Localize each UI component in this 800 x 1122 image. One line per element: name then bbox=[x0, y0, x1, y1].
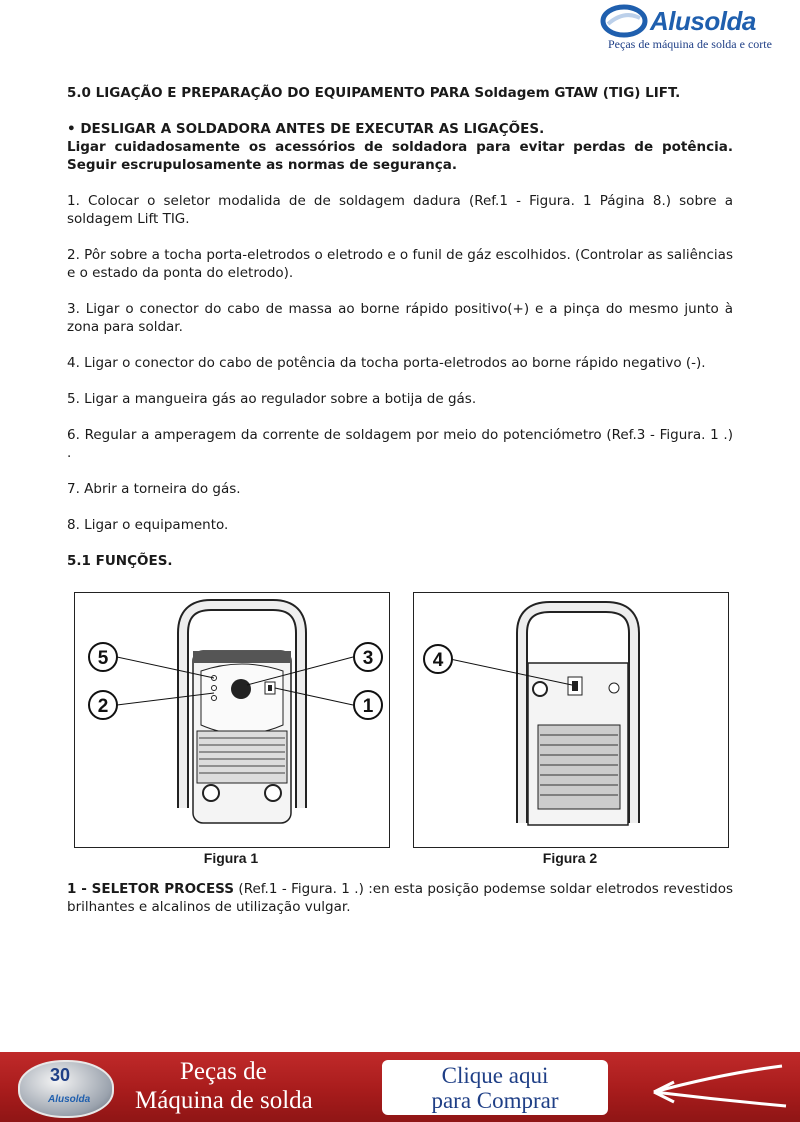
callout-2 bbox=[89, 691, 117, 719]
step-7: 7. Abrir a torneira do gás. bbox=[67, 481, 241, 497]
badge-brand: Alusolda bbox=[48, 1094, 91, 1105]
anniversary-badge bbox=[18, 1060, 114, 1118]
footer-banner[interactable] bbox=[0, 1052, 800, 1122]
svg-text:4: 4 bbox=[432, 650, 444, 671]
warning-text: Ligar cuidadosamente os acessórios de soldadora para evitar perdas de potência. Seguir escrupulosamente as normas de segurança. bbox=[67, 139, 733, 173]
svg-text:1: 1 bbox=[362, 696, 374, 717]
document-body bbox=[67, 84, 733, 570]
step-8: 8. Ligar o equipamento. bbox=[67, 517, 229, 533]
step-1: 1. Colocar o seletor modalida de de soldagem dadura (Ref.1 - Figura. 1 Página 8.) sobre a soldagem Lift TIG. bbox=[67, 193, 733, 227]
step-2: 2. Pôr sobre a tocha porta-eletrodos o eletrodo e o funil de gáz escolhidos. (Controlar as saliências e o estado da ponta do eletrodo). bbox=[67, 247, 733, 281]
logo-tagline: Peças de máquina de solda e corte bbox=[608, 37, 772, 51]
callout-3 bbox=[354, 643, 382, 671]
figure-2-caption: Figura 2 bbox=[542, 850, 598, 866]
function-description bbox=[67, 880, 733, 916]
section-title: 5.0 LIGAÇÃO E PREPARAÇÃO DO EQUIPAMENTO PARA Soldagem GTAW (TIG) LIFT. bbox=[67, 85, 681, 101]
step-4: 4. Ligar o conector do cabo de potência da tocha porta-eletrodos ao borne rápido negativo (-). bbox=[67, 355, 706, 371]
buy-button-line-1: Clique aqui bbox=[441, 1063, 549, 1088]
figure-1 bbox=[74, 592, 390, 848]
callout-4 bbox=[424, 645, 452, 673]
logo-swirl-icon bbox=[600, 4, 648, 38]
buy-button[interactable] bbox=[382, 1060, 608, 1115]
function-text: (Ref.1 - Figura. 1 .) :en esta posição podemse soldar eletrodos revestidos brilhantes e alcalinos de utilização vulgar. bbox=[67, 881, 734, 915]
svg-text:3: 3 bbox=[362, 648, 374, 669]
step-6: 6. Regular a amperagem da corrente de soldagem por meio do potenciómetro (Ref.3 - Figura. 1 .) . bbox=[67, 427, 733, 461]
logo-brand: Alusolda bbox=[650, 6, 756, 36]
subsection-title: 5.1 FUNÇÕES. bbox=[67, 553, 173, 569]
figure-2 bbox=[413, 592, 729, 848]
svg-text:5: 5 bbox=[97, 648, 109, 669]
banner-line-2: Máquina de solda bbox=[135, 1087, 313, 1114]
callout-5 bbox=[89, 643, 117, 671]
alusolda-logo bbox=[600, 4, 796, 56]
buy-button-line-2: para Comprar bbox=[431, 1088, 559, 1113]
welder-back-drawing bbox=[414, 593, 728, 847]
svg-text:2: 2 bbox=[97, 696, 109, 717]
welder-front-drawing bbox=[75, 593, 389, 847]
step-3: 3. Ligar o conector do cabo de massa ao borne rápido positivo(+) e a pinça do mesmo junto à zona para soldar. bbox=[67, 301, 733, 335]
step-5: 5. Ligar a mangueira gás ao regulador sobre a botija de gás. bbox=[67, 391, 477, 407]
callout-1 bbox=[354, 691, 382, 719]
warning-title: • DESLIGAR A SOLDADORA ANTES DE EXECUTAR AS LIGAÇÕES. bbox=[67, 121, 545, 137]
banner-line-1: Peças de bbox=[180, 1058, 267, 1085]
figure-1-caption: Figura 1 bbox=[203, 850, 259, 866]
arrow-left-icon bbox=[640, 1060, 790, 1116]
function-label: 1 - SELETOR PROCESS bbox=[67, 881, 235, 897]
badge-number: 30 bbox=[50, 1065, 71, 1085]
